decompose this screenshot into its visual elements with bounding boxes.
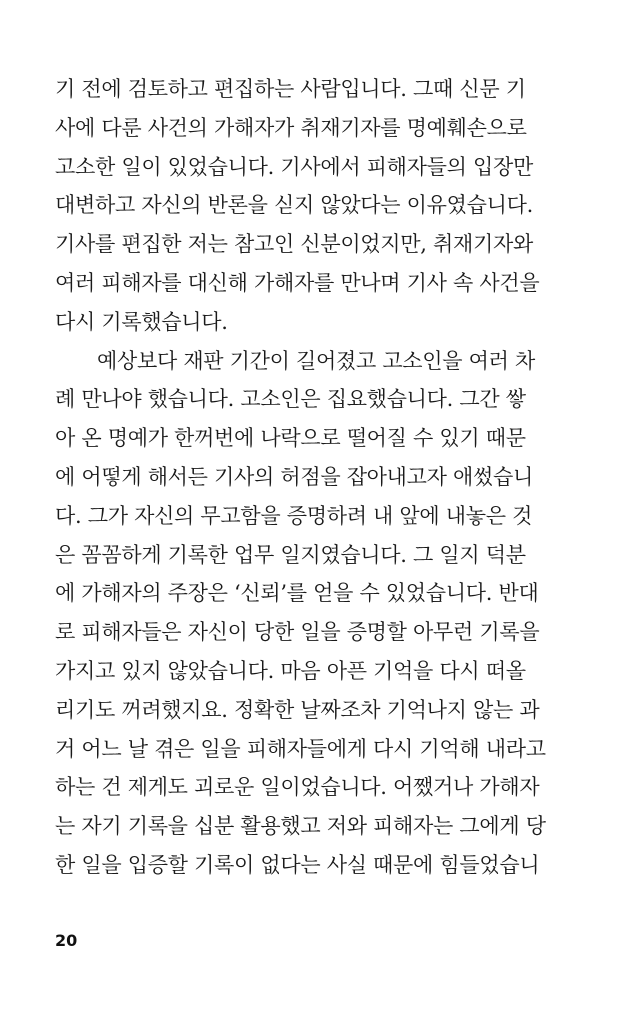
- text-line: 고소한 일이 있었습니다. 기사에서 피해자들의 입장만: [55, 154, 533, 179]
- text-line: 에 가해자의 주장은 ‘신뢰’를 얻을 수 있었습니다. 반대: [55, 581, 539, 606]
- text-line: 로 피해자들은 자신이 당한 일을 증명할 아무런 기록을: [55, 620, 540, 645]
- text-line: 하는 건 제게도 괴로운 일이었습니다. 어쨌거나 가해자: [55, 775, 540, 800]
- text-line: 은 꼼꼼하게 기록한 업무 일지였습니다. 그 일지 덕분: [55, 542, 526, 567]
- text-line: 기사를 편집한 저는 참고인 신분이었지만, 취재기자와: [55, 232, 533, 257]
- text-line: 대변하고 자신의 반론을 싣지 않았다는 이유였습니다.: [55, 193, 533, 218]
- text-line: 한 일을 입증할 기록이 없다는 사실 때문에 힘들었습니: [55, 852, 540, 877]
- text-line: 여러 피해자를 대신해 가해자를 만나며 기사 속 사건을: [55, 270, 540, 295]
- page-number: 20: [55, 931, 78, 950]
- text-line: 예상보다 재판 기간이 길어졌고 고소인을 여러 차: [97, 348, 535, 373]
- paragraph-1: [55, 70, 540, 342]
- text-line: 다. 그가 자신의 무고함을 증명하려 내 앞에 내놓은 것: [55, 503, 533, 528]
- text-line: 다시 기록했습니다.: [55, 309, 228, 334]
- text-line: 아 온 명예가 한꺼번에 나락으로 떨어질 수 있기 때문: [55, 426, 526, 451]
- text-line: 기 전에 검토하고 편집하는 사람입니다. 그때 신문 기: [55, 77, 526, 101]
- page-body: [55, 70, 546, 885]
- text-line: 사에 다룬 사건의 가해자가 취재기자를 명예훼손으로: [55, 115, 527, 140]
- text-line: 례 만나야 했습니다. 고소인은 집요했습니다. 그간 쌓: [55, 387, 526, 412]
- paragraph-2: [55, 342, 546, 885]
- text-line: 가지고 있지 않았습니다. 마음 아픈 기억을 다시 떠올: [55, 658, 526, 683]
- text-line: 리기도 꺼려했지요. 정확한 날짜조차 기억나지 않는 과: [55, 697, 540, 722]
- text-line: 거 어느 날 겪은 일을 피해자들에게 다시 기억해 내라고: [55, 736, 546, 761]
- text-line: 에 어떻게 해서든 기사의 허점을 잡아내고자 애썼습니: [55, 464, 533, 489]
- text-line: 는 자기 기록을 십분 활용했고 저와 피해자는 그에게 당: [55, 814, 546, 839]
